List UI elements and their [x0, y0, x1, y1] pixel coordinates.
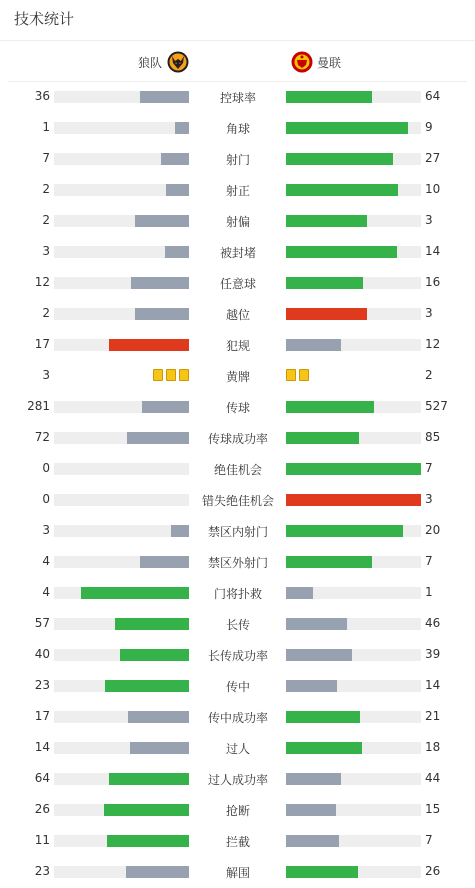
home-stat-bar-fill — [115, 618, 189, 630]
away-stat-value: 14 — [425, 244, 441, 258]
home-stat-value: 17 — [34, 337, 50, 351]
home-stat-bar-track — [54, 587, 189, 599]
home-stat-bar-track — [54, 153, 189, 165]
home-stat-value: 281 — [27, 399, 50, 413]
home-stat-value: 3 — [42, 523, 50, 537]
away-stat-bar-fill — [286, 339, 341, 351]
away-stat-bar-fill — [286, 618, 347, 630]
home-stat-bar-fill — [140, 91, 189, 103]
away-stat-bar-track — [286, 401, 421, 413]
home-stat-value: 4 — [42, 585, 50, 599]
home-stat-bar-track — [54, 308, 189, 320]
home-stat-bar-track — [54, 215, 189, 227]
stat-label: 传球 — [225, 401, 250, 415]
stat-label: 过人成功率 — [207, 773, 268, 787]
away-stat-value: 21 — [425, 709, 441, 723]
away-stat-bar-fill — [286, 773, 341, 785]
away-stat-bar-fill — [286, 587, 313, 599]
stat-label: 控球率 — [219, 91, 256, 105]
yellow-card-icon — [153, 369, 163, 381]
home-stat-bar-fill — [135, 215, 189, 227]
away-stat-bar-track — [286, 587, 421, 599]
away-stat-bar-fill — [286, 866, 358, 878]
home-stat-value: 12 — [34, 275, 50, 289]
stat-label: 传中 — [225, 680, 250, 694]
home-stat-value: 57 — [34, 616, 50, 630]
home-stat-bar-track — [54, 432, 189, 444]
home-stat-bar-track — [54, 618, 189, 630]
home-stat-bar-track — [54, 556, 189, 568]
home-stat-bar-fill — [81, 587, 189, 599]
stat-label: 角球 — [225, 122, 250, 136]
stat-row — [0, 112, 475, 143]
away-stat-bar-track — [286, 184, 421, 196]
home-stat-bar-fill — [104, 804, 189, 816]
home-stat-bar-fill — [166, 184, 189, 196]
stat-label: 解围 — [225, 866, 250, 880]
stat-row — [0, 81, 475, 112]
home-stat-bar-track — [54, 463, 189, 475]
home-stat-bar-fill — [127, 432, 189, 444]
home-stat-bar-fill — [109, 339, 189, 351]
home-stat-bar-fill — [140, 556, 189, 568]
yellow-card-icon — [299, 369, 309, 381]
stat-row — [0, 298, 475, 329]
stat-row — [0, 360, 475, 391]
stat-label: 长传成功率 — [207, 649, 268, 663]
stat-label: 长传 — [225, 618, 250, 632]
away-stat-bar-track — [286, 680, 421, 692]
stat-row — [0, 608, 475, 639]
stat-row — [0, 639, 475, 670]
away-stat-value: 7 — [425, 554, 433, 568]
home-stat-bar-track — [54, 91, 189, 103]
home-stat-bar-track — [54, 711, 189, 723]
home-stat-value: 2 — [42, 182, 50, 196]
home-stat-bar-track — [54, 184, 189, 196]
away-stat-bar-fill — [286, 122, 408, 134]
away-stat-value: 2 — [425, 368, 433, 382]
stat-row — [0, 453, 475, 484]
page-title: 技术统计 — [14, 10, 75, 28]
away-stat-bar-track — [286, 463, 421, 475]
stat-row — [0, 577, 475, 608]
home-stat-bar-fill — [175, 122, 189, 134]
home-stat-value: 23 — [34, 864, 50, 878]
stat-row — [0, 143, 475, 174]
stat-row — [0, 732, 475, 763]
home-stat-value: 1 — [42, 120, 50, 134]
home-team-header — [138, 51, 189, 73]
away-stat-bar-fill — [286, 401, 374, 413]
away-stat-value: 16 — [425, 275, 441, 289]
home-stat-value: 11 — [34, 833, 50, 847]
away-team-name: 曼联 — [317, 55, 342, 70]
home-team-name: 狼队 — [138, 55, 163, 70]
stat-row — [0, 484, 475, 515]
away-stat-bar-track — [286, 153, 421, 165]
away-stat-bar-track — [286, 618, 421, 630]
stat-row — [0, 546, 475, 577]
home-stat-bar-fill — [135, 308, 189, 320]
away-stat-value: 3 — [425, 213, 433, 227]
home-stat-bar-track — [54, 401, 189, 413]
stat-label: 传球成功率 — [207, 432, 268, 446]
away-stat-bar-track — [286, 432, 421, 444]
away-stat-bar-fill — [286, 742, 362, 754]
home-stat-value: 3 — [42, 368, 50, 382]
home-stat-value: 2 — [42, 213, 50, 227]
away-stat-bar-fill — [286, 494, 421, 506]
stat-row — [0, 701, 475, 732]
home-stat-bar-fill — [171, 525, 189, 537]
away-stat-bar-track — [286, 308, 421, 320]
away-stat-bar-fill — [286, 556, 372, 568]
away-stat-bar-fill — [286, 277, 363, 289]
home-stat-bar-track — [54, 866, 189, 878]
away-stat-value: 12 — [425, 337, 441, 351]
stat-label: 拦截 — [225, 835, 250, 849]
away-stat-bar-track — [286, 525, 421, 537]
stat-label: 射门 — [225, 153, 250, 167]
stat-label: 犯规 — [225, 339, 250, 353]
away-stat-bar-track — [286, 649, 421, 661]
home-stat-bar-track — [54, 339, 189, 351]
away-stat-value: 7 — [425, 461, 433, 475]
home-stat-bar-fill — [105, 680, 189, 692]
home-stat-bar-track — [54, 246, 189, 258]
home-stat-bar-track — [54, 277, 189, 289]
stat-row — [0, 515, 475, 546]
home-stat-value: 23 — [34, 678, 50, 692]
away-stat-value: 9 — [425, 120, 433, 134]
wolves-logo-icon — [167, 51, 189, 73]
man-utd-logo-icon — [291, 51, 313, 73]
home-stat-bar-fill — [126, 866, 189, 878]
stat-label: 禁区外射门 — [207, 556, 268, 570]
away-team-header — [291, 51, 341, 73]
away-stat-value: 14 — [425, 678, 441, 692]
stat-label: 射偏 — [225, 215, 250, 229]
home-stat-bar-track — [54, 680, 189, 692]
stat-label: 过人 — [225, 742, 250, 756]
away-stat-bar-fill — [286, 525, 403, 537]
home-stat-bar-fill — [130, 742, 189, 754]
home-stat-bar-track — [54, 742, 189, 754]
home-stat-bar-fill — [142, 401, 189, 413]
away-stat-bar-track — [286, 215, 421, 227]
home-stat-value: 14 — [34, 740, 50, 754]
away-stat-bar-fill — [286, 308, 367, 320]
away-stat-bar-fill — [286, 711, 360, 723]
home-yellow-cards — [153, 369, 189, 381]
away-stat-value: 44 — [425, 771, 441, 785]
stat-label: 射正 — [225, 184, 250, 198]
stat-label: 传中成功率 — [207, 711, 268, 725]
away-stat-value: 10 — [425, 182, 441, 196]
away-stat-value: 27 — [425, 151, 441, 165]
away-stat-bar-track — [286, 804, 421, 816]
away-stat-bar-fill — [286, 649, 352, 661]
stat-row — [0, 391, 475, 422]
home-stat-value: 64 — [34, 771, 50, 785]
away-stat-bar-track — [286, 711, 421, 723]
yellow-card-icon — [179, 369, 189, 381]
home-stat-value: 2 — [42, 306, 50, 320]
away-stat-value: 1 — [425, 585, 433, 599]
away-stat-bar-fill — [286, 246, 397, 258]
home-stat-bar-fill — [128, 711, 189, 723]
away-stat-value: 15 — [425, 802, 441, 816]
home-stat-bar-fill — [165, 246, 189, 258]
away-stat-bar-track — [286, 494, 421, 506]
home-stat-bar-track — [54, 804, 189, 816]
away-stat-value: 3 — [425, 306, 433, 320]
away-stat-bar-fill — [286, 680, 337, 692]
home-stat-bar-fill — [161, 153, 189, 165]
away-stat-value: 7 — [425, 833, 433, 847]
away-stat-bar-fill — [286, 835, 339, 847]
home-stat-bar-track — [54, 649, 189, 661]
stat-label: 抢断 — [225, 804, 250, 818]
stat-label: 越位 — [225, 308, 250, 322]
away-stat-bar-track — [286, 742, 421, 754]
home-stat-value: 7 — [42, 151, 50, 165]
stat-label: 绝佳机会 — [213, 463, 262, 477]
home-stat-value: 0 — [42, 492, 50, 506]
home-stat-bar-fill — [131, 277, 189, 289]
away-stat-bar-track — [286, 339, 421, 351]
away-stat-bar-track — [286, 122, 421, 134]
away-stat-value: 26 — [425, 864, 441, 878]
stat-row — [0, 422, 475, 453]
stat-label: 黄牌 — [225, 370, 250, 384]
away-stat-value: 46 — [425, 616, 441, 630]
home-stat-bar-fill — [120, 649, 189, 661]
away-stat-value: 85 — [425, 430, 441, 444]
away-stat-bar-fill — [286, 153, 393, 165]
stat-row — [0, 856, 475, 887]
stat-label: 被封堵 — [219, 246, 256, 260]
away-stat-bar-fill — [286, 91, 372, 103]
home-stat-bar-track — [54, 494, 189, 506]
home-stat-bar-track — [54, 773, 189, 785]
away-stat-bar-track — [286, 556, 421, 568]
stat-label: 任意球 — [219, 277, 256, 291]
home-stat-bar-track — [54, 835, 189, 847]
stat-row — [0, 267, 475, 298]
away-stat-bar-track — [286, 835, 421, 847]
away-stat-bar-fill — [286, 432, 359, 444]
home-stat-value: 36 — [34, 89, 50, 103]
away-stat-bar-fill — [286, 804, 336, 816]
home-stat-bar-track — [54, 525, 189, 537]
header-divider — [0, 40, 475, 41]
away-stat-bar-track — [286, 246, 421, 258]
stat-row — [0, 763, 475, 794]
stat-row — [0, 174, 475, 205]
stat-row — [0, 236, 475, 267]
stat-row — [0, 205, 475, 236]
away-yellow-cards — [286, 369, 309, 381]
yellow-card-icon — [286, 369, 296, 381]
stat-row — [0, 670, 475, 701]
away-stat-bar-track — [286, 866, 421, 878]
home-stat-value: 17 — [34, 709, 50, 723]
away-stat-bar-fill — [286, 184, 398, 196]
home-stat-value: 26 — [34, 802, 50, 816]
yellow-card-icon — [166, 369, 176, 381]
stat-label: 禁区内射门 — [207, 525, 268, 539]
away-stat-bar-fill — [286, 463, 421, 475]
home-stat-bar-fill — [109, 773, 189, 785]
home-stat-value: 40 — [34, 647, 50, 661]
home-stat-bar-track — [54, 122, 189, 134]
away-stat-value: 527 — [425, 399, 448, 413]
home-stat-value: 4 — [42, 554, 50, 568]
home-stat-bar-fill — [107, 835, 189, 847]
home-stat-value: 3 — [42, 244, 50, 258]
home-stat-value: 0 — [42, 461, 50, 475]
away-stat-value: 18 — [425, 740, 441, 754]
away-stat-bar-fill — [286, 215, 367, 227]
stat-row — [0, 794, 475, 825]
away-stat-value: 39 — [425, 647, 441, 661]
stat-row — [0, 825, 475, 856]
away-stat-bar-track — [286, 773, 421, 785]
away-stat-bar-track — [286, 91, 421, 103]
away-stat-bar-track — [286, 277, 421, 289]
stat-label: 门将扑救 — [213, 587, 262, 601]
away-stat-value: 3 — [425, 492, 433, 506]
away-stat-value: 20 — [425, 523, 441, 537]
home-stat-value: 72 — [34, 430, 50, 444]
stat-row — [0, 329, 475, 360]
stat-label: 错失绝佳机会 — [201, 494, 274, 508]
away-stat-value: 64 — [425, 89, 441, 103]
